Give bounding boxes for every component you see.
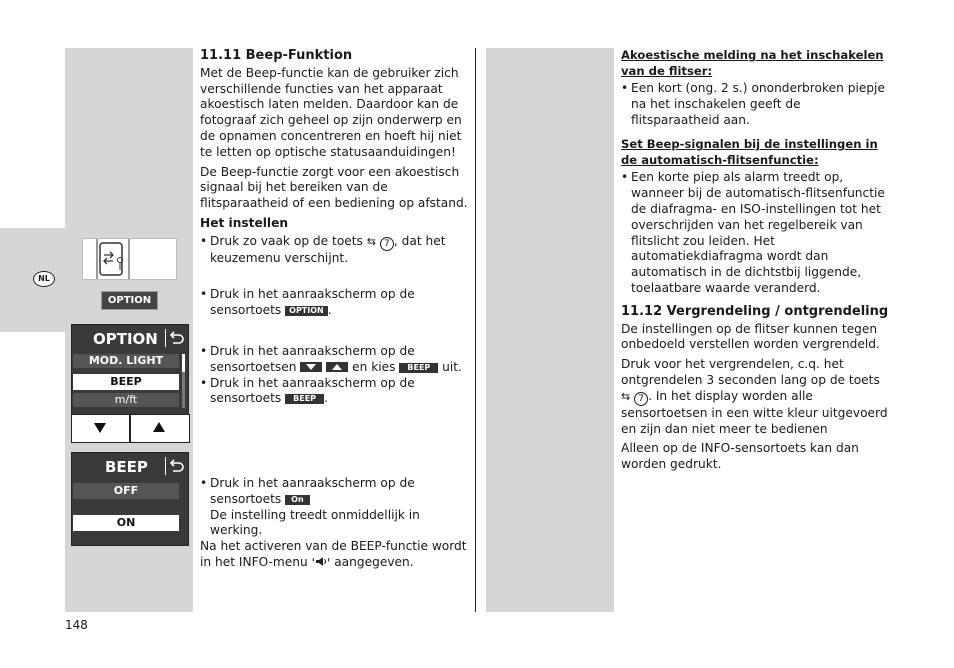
subheading: Het instellen [200,215,289,230]
bullet-auto-flash: • Een korte piep als alarm treedt op, wanneer bij de automatisch-flitsenfunctie de diafragma- en ISO-instellingen tot het overschrijden van het regelbereik van flitslicht zou leiden. Het automatiekdiafragma wordt dan automatisch in de dichtstbij liggende, toelaatbare waarde veranderd. [621,170,889,296]
language-badge: NL [33,271,55,287]
menu-item-mft[interactable]: m/ft [73,393,179,407]
menu-item-on[interactable]: ON [73,515,179,531]
lock-paragraph-1: De instellingen op de flitser kunnen tegen onbedoeld verstellen worden vergrendeld. [621,321,880,352]
bullet-startup-beep: • Een kort (ong. 2 s.) ononderbroken piepje na het inschakelen geeft de flitsparaatheid aan. [621,81,889,128]
down-button[interactable] [71,414,130,443]
left-text-column [200,48,468,267]
menu-item-mod-light[interactable]: MOD. LIGHT [73,354,179,368]
menu-item-beep[interactable]: BEEP [73,374,179,390]
right-grey-column [486,48,614,612]
up-arrow-chip [326,362,348,372]
option-menu-screen [71,324,189,441]
step-4: • Druk in het aanraakscherm op de sensortoets BEEP . [200,376,468,408]
intro-paragraph-2: De Beep-functie zorgt voor een akoestisch signaal bij het bereiken van de flitsparaatheid of een bediening op afstand. [200,164,468,211]
up-button[interactable] [130,414,190,443]
back-icon[interactable] [165,457,186,475]
step-5: • Druk in het aanraakscherm op de sensortoets On De instelling treedt onmiddellijk in werking. Na het activeren van de BEEP-functie wordt in het INFO-menu ' ' aangegeven. [200,476,468,572]
column-divider [475,48,476,612]
flash-button-icon [83,239,176,279]
circled-number: 7 [634,392,648,406]
cycle-icon: ⇆ [621,389,631,403]
beep-chip-2: BEEP [285,394,324,404]
option-sensor-key: OPTION [101,291,158,310]
subheading-startup-beep: Akoestische melding na het inschakelen van de flitser: [621,48,884,78]
subheading-auto-flash: Set Beep-signalen bij de instellingen in de automatisch-flitsenfunctie: [621,137,878,167]
lock-paragraph-3: Alleen op de INFO-sensortoets kan dan worden gedrukt. [621,441,859,472]
flash-button-illustration [82,238,177,280]
section-heading-lock: 11.12 Vergrendeling / ontgrendeling [621,303,889,319]
speaker-icon: ' ' [311,555,331,570]
beep-menu-screen [71,452,189,546]
scrollbar[interactable] [182,354,185,408]
on-chip: On [285,495,310,505]
after-activation-note: Na het activeren van de BEEP-functie wordt in het INFO-menu ' ' aangegeven. [200,539,467,570]
menu-item-off[interactable]: OFF [73,483,179,499]
step-1: • Druk zo vaak op de toets ⇆ 7 , dat het keuzemenu verschijnt. [200,234,468,267]
cycle-icon: ⇆ [366,234,376,248]
step-2: • Druk in het aanraakscherm op de sensortoets OPTION . [200,287,468,319]
step-3: • Druk in het aanraakscherm op de sensortoetsen en kies BEEP uit. • Druk in het aanraakscherm op de sensortoets BEEP . [200,344,468,407]
right-text-column [621,48,889,473]
page-number: 148 [65,618,88,632]
option-chip: OPTION [285,306,328,316]
beep-menu-title: BEEP [105,458,148,476]
down-arrow-chip [300,362,322,372]
lock-paragraph-2: Druk voor het vergrendelen, c.q. het ontgrendelen 3 seconden lang op de toets ⇆ 7 . In het display worden alle sensortoetsen in een witte kleur uitgevoerd en zijn dan niet meer te bedienen [621,357,888,436]
option-menu-title: OPTION [93,330,158,348]
circled-number: 7 [380,237,394,251]
section-heading: 11.11 Beep-Funktion [200,48,353,63]
back-icon[interactable] [165,329,186,347]
beep-chip: BEEP [399,363,438,373]
intro-paragraph: Met de Beep-functie kan de gebruiker zich verschillende functies van het apparaat akoestisch laten melden. Daardoor kan de fotograaf zich geheel op zijn onderwerp en de opnamen concentreren en hoeft hij niet te letten op optische statusaanduidingen! [200,65,462,159]
